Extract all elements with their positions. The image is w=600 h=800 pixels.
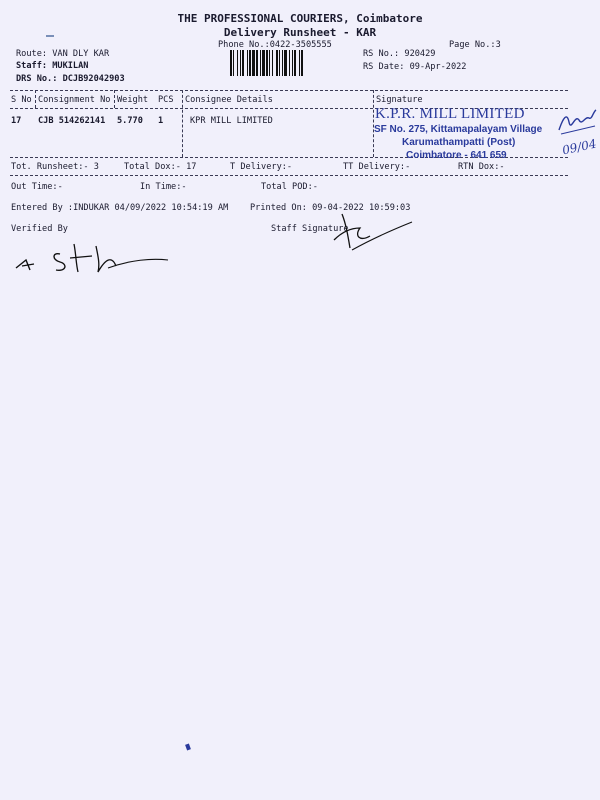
col-divider: [182, 90, 183, 157]
printed-on: Printed On: 09-04-2022 10:59:03: [250, 203, 411, 213]
rtn-dox: RTN Dox:-: [458, 162, 505, 172]
scan-mark: [46, 35, 54, 37]
header-signature: Signature: [376, 95, 423, 105]
verified-by: Verified By: [11, 224, 68, 234]
row-consignee: KPR MILL LIMITED: [190, 116, 273, 126]
total-runsheet: Tot. Runsheet:- 3: [11, 162, 99, 172]
page-number: Page No.:3: [449, 40, 501, 50]
row-consignment: CJB 514262141: [38, 116, 106, 126]
row-weight: 5.770: [117, 116, 143, 126]
stamp-address: SF No. 275, Kittamapalayam Village: [374, 124, 543, 135]
tt-delivery: TT Delivery:-: [343, 162, 411, 172]
out-time: Out Time:-: [11, 182, 63, 192]
phone-number: Phone No.:0422-3505555: [218, 40, 332, 50]
route: Route: VAN DLY KAR: [16, 49, 110, 59]
totals-rule: [10, 175, 568, 176]
handwritten-date: 09/04: [560, 136, 598, 158]
runsheet-title: Delivery Runsheet - KAR: [223, 26, 377, 39]
verifier-signature: [12, 238, 172, 278]
col-divider: [114, 90, 115, 108]
row-pcs: 1: [158, 116, 164, 126]
header-consignment: Consignment No: [38, 95, 111, 105]
header-consignee: Consignee Details: [185, 95, 273, 105]
scan-mark: [185, 743, 191, 750]
total-pod: Total POD:-: [261, 182, 318, 192]
header-pcs: PCS: [158, 95, 174, 105]
total-dox: Total Dox:- 17: [124, 162, 197, 172]
table-top-rule: [10, 90, 568, 91]
in-time: In Time:-: [140, 182, 187, 192]
drs-number: DRS No.: DCJB92042903: [16, 74, 125, 84]
rs-date: RS Date: 09-Apr-2022: [363, 62, 467, 72]
stamp-post: Karumathampatti (Post): [402, 137, 516, 148]
header-sno: S No: [11, 95, 32, 105]
col-divider: [35, 90, 36, 108]
staff-signature: [330, 210, 420, 255]
row-sno: 17: [11, 116, 22, 126]
t-delivery: T Delivery:-: [230, 162, 293, 172]
barcode-bar: [303, 50, 304, 76]
barcode: [230, 50, 358, 76]
receiver-signature: [555, 108, 599, 138]
company-name: THE PROFESSIONAL COURIERS, Coimbatore: [177, 12, 423, 25]
entered-by: Entered By :INDUKAR 04/09/2022 10:54:19 AM: [11, 203, 229, 213]
stamp-city: Coimbatore - 641 659: [406, 150, 507, 161]
header-weight: Weight: [117, 95, 149, 105]
staff-signature-label: Staff Signature: [271, 224, 349, 234]
staff: Staff: MUKILAN: [16, 61, 89, 71]
rs-number: RS No.: 920429: [363, 49, 436, 59]
stamp-company: K.P.R. MILL LIMITED: [375, 106, 525, 122]
